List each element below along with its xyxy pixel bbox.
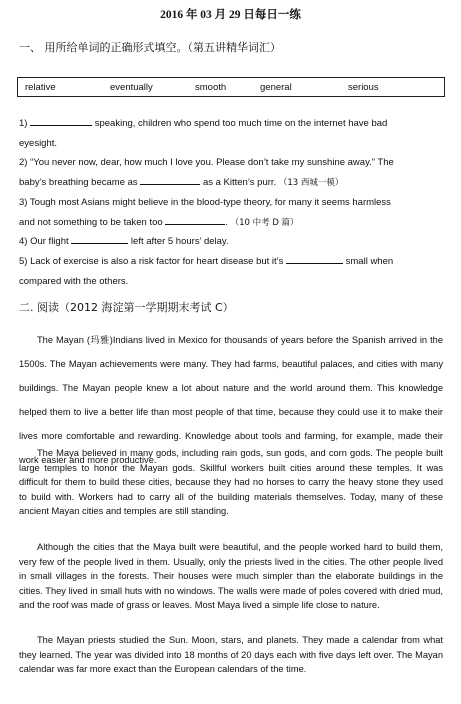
question-2 — [19, 153, 443, 193]
question-number: 1) — [19, 118, 28, 129]
paragraph-text: The Mayan (玛雅)Indians lived in Mexico for thousands of years before the Spanish arrived in the 1500s. The Mayan achievements were many. They had farms, beautiful palaces, and cities with many buildings. The Mayan people knew a lot about nature and the world around them. This knowledge helped them to live a better life than most people of that time, because they could use it to make their lives more comfortable and rewarding. Knowledge about tools and farming, for example, made their work easier and more productive. — [19, 335, 443, 465]
question-5 — [19, 252, 443, 292]
reading-paragraph-4 — [19, 633, 443, 677]
question-text: 3) Tough most Asians might believe in the blood-type theory, for many it seems harmless — [19, 197, 391, 208]
question-text: . — [225, 217, 228, 228]
question-text: left after 5 hours’ delay. — [130, 236, 229, 247]
word-bank-item: smooth — [195, 82, 227, 93]
question-text: 5) Lack of exercise is also a risk factor for heart disease but it’s — [19, 256, 284, 267]
word-bank-box — [17, 77, 445, 97]
question-text: eyesight. — [19, 138, 58, 149]
paragraph-text: The Maya believed in many gods, including rain gods, sun gods, and corn gods. The people built large temples to honor the Mayan gods. Skillful workers built cities around these temples. It was difficult for them to build these cities, because they had no horses to carry the heavy stone they used to build with. Workers had to carry all of the building materials themselves. Today, many of these ancient Mayan cities and temples are still standing. — [19, 448, 443, 517]
answer-blank[interactable] — [71, 233, 128, 244]
question-text: and not something to be taken too — [19, 217, 163, 228]
question-text: small when — [345, 256, 394, 267]
question-3 — [19, 193, 443, 233]
reading-paragraph-2 — [19, 446, 443, 519]
question-source: （10 中考 D 篇） — [230, 218, 299, 228]
answer-blank[interactable] — [30, 115, 92, 126]
page-title: 2016 年 03 月 29 日每日一练 — [160, 9, 301, 21]
section1-heading: 一、 用所给单词的正确形式填空。（第五讲精华词汇） — [19, 41, 281, 54]
word-bank-item: serious — [348, 82, 379, 93]
answer-blank[interactable] — [140, 174, 200, 185]
word-bank-item: eventually — [110, 82, 153, 93]
question-text: 4) Our flight — [19, 236, 69, 247]
answer-blank[interactable] — [165, 214, 225, 225]
question-text: baby’s breathing became as — [19, 177, 138, 188]
paragraph-text: The Mayan priests studied the Sun. Moon, stars, and planets. They made a calendar from what they learned. The year was divided into 18 months of 20 days each with five days left over. The Mayan calendar was far more exact than the European calendars of the time. — [19, 635, 443, 675]
section2-heading: 二. 阅读（2012 海淀第一学期期末考试 C） — [19, 301, 234, 314]
question-text: compared with the others. — [19, 276, 129, 287]
question-text: as a Kitten’s purr. — [202, 177, 277, 188]
reading-paragraph-3 — [19, 540, 443, 613]
paragraph-text: Although the cities that the Maya built were beautiful, and the people worked hard to build them, very few of the people lived in them. Usually, only the priests lived in the cities. The other people lived in small villages in the forests. Their houses were much simpler than the elaborate buildings in the cities. They lived in small huts with no windows. The walls were made of poles covered with dried mud, and the roof was made of grass or leaves. Most Maya lived a simple life close to nature. — [19, 542, 443, 611]
question-text: 2) “You never now, dear, how much I love you. Please don’t take my sunshine away.” The — [19, 157, 394, 168]
answer-blank[interactable] — [286, 253, 343, 264]
question-text: speaking, children who spend too much time on the internet have bad — [94, 118, 388, 129]
word-bank-item: general — [260, 82, 292, 93]
word-bank-item: relative — [25, 82, 56, 93]
question-1 — [19, 114, 443, 154]
question-4 — [19, 232, 443, 252]
question-source: （13 西城一模） — [278, 178, 344, 188]
